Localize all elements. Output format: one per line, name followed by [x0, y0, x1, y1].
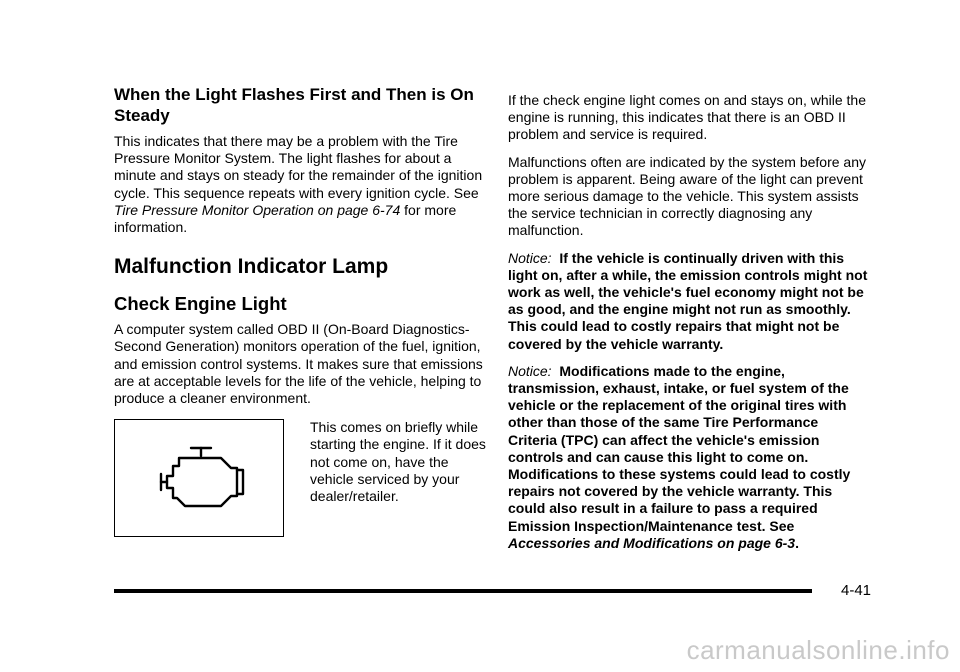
paragraph-flash: [114, 133, 484, 236]
paragraph-malfunctions: Malfunctions often are indicated by the system before any problem is apparent. Being aware of the light can prevent more serious damage to the vehicle. This system assists the service technician in correctly diagnosing any malfunction.: [508, 153, 866, 239]
heading-malfunction-indicator-lamp: Malfunction Indicator Lamp: [114, 255, 389, 279]
heading-light-flashes: When the Light Flashes First and Then is On Steady: [114, 85, 474, 125]
notice-driving: [508, 250, 868, 353]
accessories-reference-link[interactable]: Accessories and Modifications on page 6-3: [508, 534, 796, 551]
paragraph-stays-on: If the check engine light comes on and stays on, while the engine is running, this indicates that there is an OBD II problem and service is required.: [508, 92, 866, 143]
heading-check-engine-light: Check Engine Light: [114, 293, 287, 315]
flash-text-end: for more information.: [114, 201, 457, 236]
page-number: 4-41: [841, 582, 872, 599]
notice-driving-text: If the vehicle is continually driven with this light on, after a while, the emission controls might not work as well, the vehicle's fuel economy might not be as good, and the engine might not run as smoothly. This could lead to costly repairs that might not be covered by the vehicle warranty.: [508, 249, 868, 352]
engine-symbol-box: [114, 419, 284, 537]
watermark: carmanualsonline.info: [686, 635, 950, 665]
tpms-reference-link[interactable]: Tire Pressure Monitor Operation on page 6-74: [114, 201, 401, 218]
paragraph-obd: A computer system called OBD II (On-Board Diagnostics-Second Generation) monitors operation of the fuel, ignition, and emission control systems. It makes sure that emissions are at acceptable levels for the life of the vehicle, helping to produce a cleaner environment.: [114, 321, 483, 407]
notice-label: Notice:: [508, 249, 552, 266]
notice-modifications-text: Modifications made to the engine, transmission, exhaust, intake, or fuel system of the vehicle or the replacement of the original tires with other than those of the same Tire Performance Criteria (TPC) can affect the vehicle's emission controls and can cause this light to come on. Modifications to these systems could lead to costly repairs not covered by the vehicle warranty. This could also result in a failure to pass a required Emission Inspection/Maintenance test. See: [508, 362, 851, 534]
notice-label: Notice:: [508, 362, 552, 379]
right-column: [508, 92, 868, 562]
flash-text: This indicates that there may be a problem with the Tire Pressure Monitor System. The light flashes for about a minute and stays on steady for the remainder of the ignition cycle. This sequence repeats with every ignition cycle. See: [114, 133, 483, 201]
check-engine-icon: [155, 446, 247, 508]
figure-caption: This comes on briefly while starting the engine. If it does not come on, have the vehicle serviced by your dealer/retailer.: [310, 419, 486, 505]
notice-end: .: [795, 534, 799, 551]
footer-rule: [114, 589, 812, 593]
notice-modifications: [508, 363, 868, 552]
left-column: [114, 84, 484, 549]
check-engine-figure: [114, 419, 484, 549]
